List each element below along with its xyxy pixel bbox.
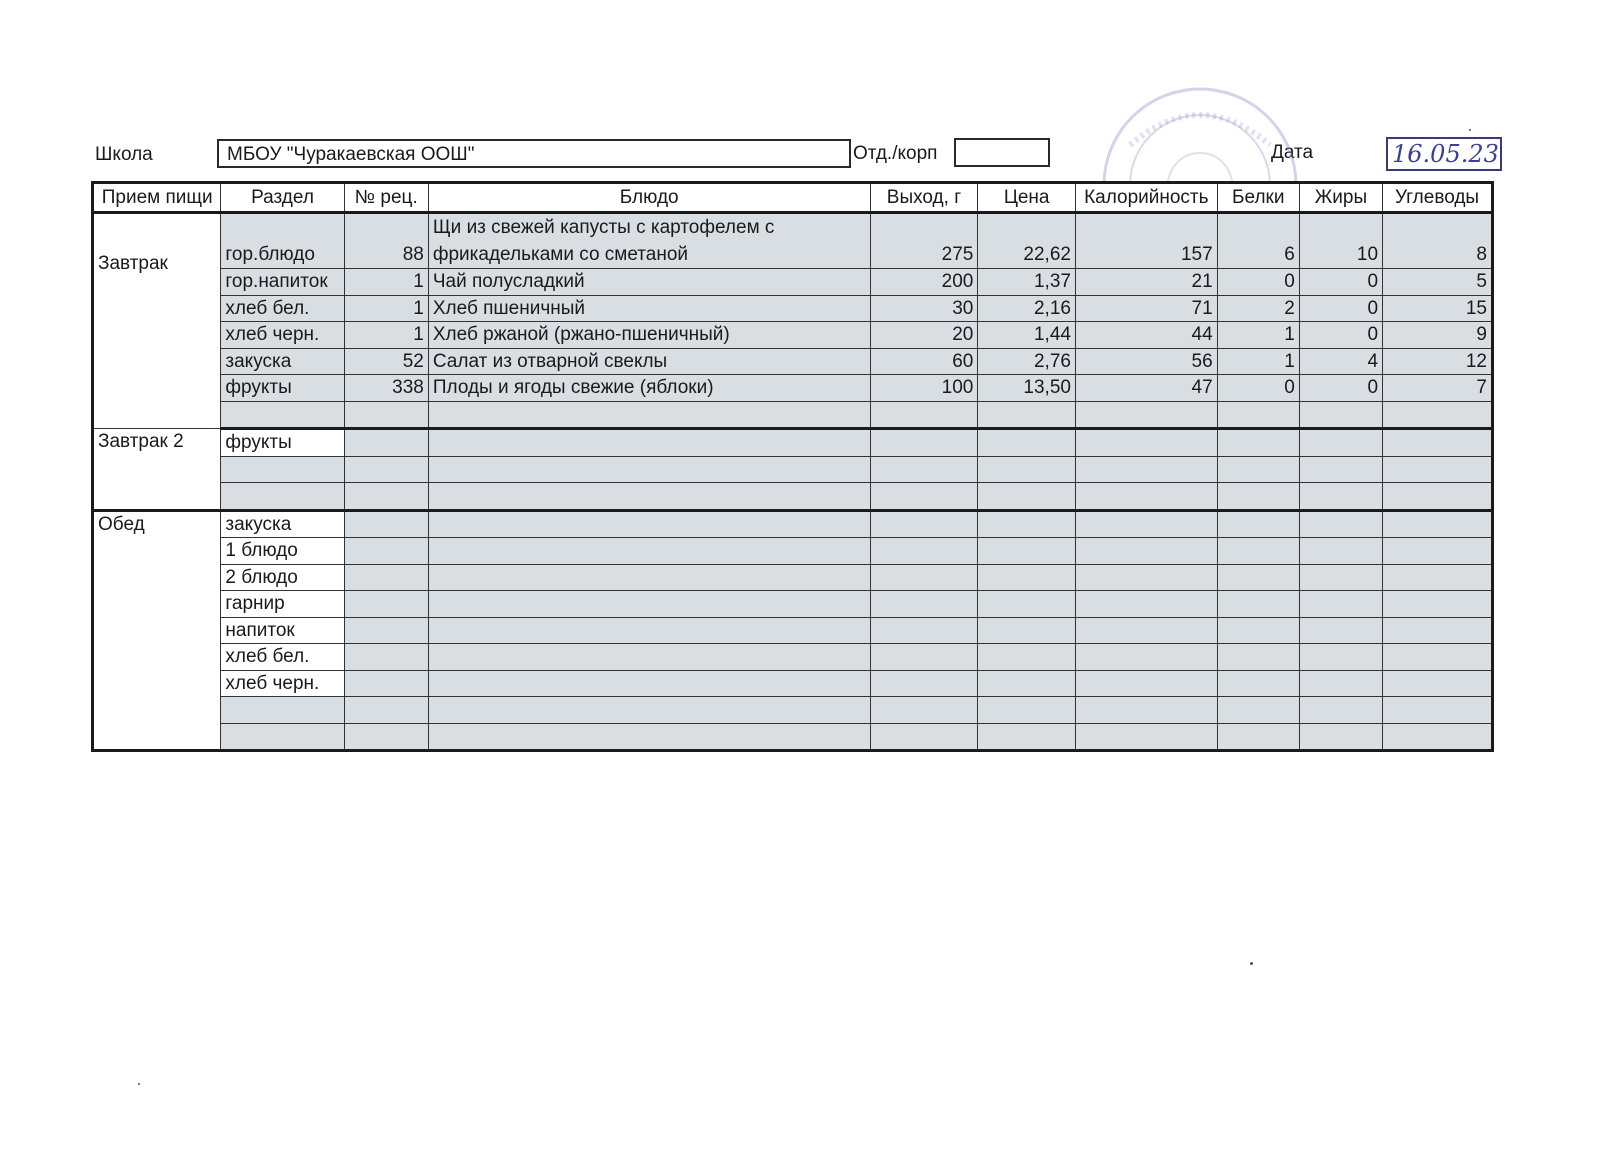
fat-cell: 10 (1299, 213, 1382, 269)
empty-cell (428, 723, 870, 751)
fat-cell: 0 (1299, 295, 1382, 322)
empty-cell (870, 564, 978, 591)
empty-cell (1075, 697, 1217, 724)
price-cell: 22,62 (978, 213, 1076, 269)
empty-cell (978, 456, 1076, 483)
section-cell: 2 блюдо (221, 564, 344, 591)
dept-field (954, 138, 1050, 167)
table-row (93, 295, 1493, 322)
col-yield: Выход, г (870, 183, 978, 213)
protein-cell: 1 (1217, 322, 1299, 349)
recipe-cell: 1 (344, 269, 428, 296)
dish-cell: Хлеб пшеничный (428, 295, 870, 322)
menu-table (91, 181, 1494, 752)
empty-cell (870, 697, 978, 724)
empty-cell (344, 670, 428, 697)
empty-cell (870, 538, 978, 565)
yield-cell: 20 (870, 322, 978, 349)
table-row (93, 269, 1493, 296)
meal-lunch: Обед (93, 510, 221, 751)
empty-cell (1383, 723, 1493, 751)
empty-cell (1383, 644, 1493, 671)
carbs-cell: 5 (1383, 269, 1493, 296)
empty-cell (1075, 456, 1217, 483)
empty-cell (1217, 723, 1299, 751)
empty-cell (428, 401, 870, 429)
fat-cell: 0 (1299, 375, 1382, 402)
empty-cell (1299, 429, 1382, 457)
empty-cell (870, 617, 978, 644)
empty-cell (1075, 429, 1217, 457)
protein-cell: 1 (1217, 348, 1299, 375)
section-cell: гор.блюдо (221, 213, 344, 269)
table-row (93, 429, 1493, 457)
empty-cell (344, 401, 428, 429)
empty-cell (1383, 697, 1493, 724)
section-cell: закуска (221, 510, 344, 538)
calories-cell: 157 (1075, 213, 1217, 269)
section-cell: 1 блюдо (221, 538, 344, 565)
empty-cell (1383, 617, 1493, 644)
calories-cell: 44 (1075, 322, 1217, 349)
empty-cell (978, 644, 1076, 671)
empty-cell (1383, 483, 1493, 511)
empty-cell (344, 429, 428, 457)
empty-cell (1217, 617, 1299, 644)
empty-cell (1299, 591, 1382, 618)
empty-cell (1299, 483, 1382, 511)
empty-cell (221, 697, 344, 724)
protein-cell: 6 (1217, 213, 1299, 269)
empty-cell (428, 456, 870, 483)
col-protein: Белки (1217, 183, 1299, 213)
empty-cell (978, 617, 1076, 644)
empty-cell (1217, 697, 1299, 724)
empty-cell (1383, 510, 1493, 538)
empty-cell (344, 723, 428, 751)
col-price: Цена (978, 183, 1076, 213)
empty-cell (1217, 456, 1299, 483)
empty-cell (1075, 617, 1217, 644)
empty-cell (1075, 483, 1217, 511)
empty-cell (1075, 723, 1217, 751)
fat-cell: 0 (1299, 269, 1382, 296)
carbs-cell: 7 (1383, 375, 1493, 402)
table-row (93, 564, 1493, 591)
col-carbs: Углеводы (1383, 183, 1493, 213)
empty-cell (978, 483, 1076, 511)
carbs-cell: 12 (1383, 348, 1493, 375)
empty-cell (870, 644, 978, 671)
table-row (93, 322, 1493, 349)
section-cell: напиток (221, 617, 344, 644)
empty-cell (1217, 644, 1299, 671)
empty-cell (1075, 644, 1217, 671)
empty-cell (428, 510, 870, 538)
empty-cell (1299, 456, 1382, 483)
table-row (93, 591, 1493, 618)
empty-cell (428, 617, 870, 644)
empty-cell (344, 591, 428, 618)
empty-cell (870, 723, 978, 751)
empty-cell (1299, 644, 1382, 671)
empty-cell (1383, 591, 1493, 618)
empty-cell (1075, 401, 1217, 429)
table-row (93, 213, 1493, 269)
empty-cell (978, 591, 1076, 618)
empty-cell (1299, 538, 1382, 565)
col-meal: Прием пищи (93, 183, 221, 213)
col-fat: Жиры (1299, 183, 1382, 213)
section-cell: хлеб черн. (221, 670, 344, 697)
col-section: Раздел (221, 183, 344, 213)
empty-cell (344, 483, 428, 511)
fat-cell: 0 (1299, 322, 1382, 349)
empty-cell (1217, 401, 1299, 429)
col-dish: Блюдо (428, 183, 870, 213)
empty-cell (870, 670, 978, 697)
table-row-empty (93, 697, 1493, 724)
carbs-cell: 8 (1383, 213, 1493, 269)
empty-cell (344, 564, 428, 591)
empty-cell (428, 591, 870, 618)
scan-speck (1469, 129, 1471, 131)
section-cell: фрукты (221, 429, 344, 457)
table-row (93, 617, 1493, 644)
recipe-cell: 88 (344, 213, 428, 269)
empty-cell (344, 510, 428, 538)
empty-cell (978, 564, 1076, 591)
empty-cell (1075, 670, 1217, 697)
empty-cell (1299, 617, 1382, 644)
empty-cell (1075, 564, 1217, 591)
school-field: МБОУ "Чуракаевская ООШ" (217, 139, 851, 168)
section-cell: фрукты (221, 375, 344, 402)
col-calories: Калорийность (1075, 183, 1217, 213)
empty-cell (978, 723, 1076, 751)
empty-cell (870, 429, 978, 457)
empty-cell (428, 538, 870, 565)
empty-cell (1075, 510, 1217, 538)
empty-cell (428, 697, 870, 724)
scan-speck (138, 1083, 140, 1085)
empty-cell (978, 538, 1076, 565)
empty-cell (1299, 564, 1382, 591)
table-row-empty (93, 723, 1493, 751)
empty-cell (1217, 429, 1299, 457)
empty-cell (1383, 538, 1493, 565)
empty-cell (428, 483, 870, 511)
empty-cell (1217, 538, 1299, 565)
yield-cell: 275 (870, 213, 978, 269)
empty-cell (1383, 456, 1493, 483)
empty-cell (1075, 538, 1217, 565)
empty-cell (1383, 401, 1493, 429)
calories-cell: 71 (1075, 295, 1217, 322)
section-cell: хлеб бел. (221, 644, 344, 671)
empty-cell (1383, 564, 1493, 591)
empty-cell (870, 510, 978, 538)
yield-cell: 30 (870, 295, 978, 322)
recipe-cell: 1 (344, 322, 428, 349)
recipe-cell: 1 (344, 295, 428, 322)
table-row-empty (93, 456, 1493, 483)
yield-cell: 200 (870, 269, 978, 296)
empty-cell (1299, 723, 1382, 751)
empty-cell (870, 401, 978, 429)
meal-breakfast-2: Завтрак 2 (93, 429, 221, 511)
date-label: Дата (1271, 142, 1314, 163)
empty-cell (978, 401, 1076, 429)
empty-cell (1217, 510, 1299, 538)
empty-cell (221, 456, 344, 483)
empty-cell (344, 697, 428, 724)
protein-cell: 0 (1217, 375, 1299, 402)
dish-cell: Хлеб ржаной (ржано-пшеничный) (428, 322, 870, 349)
empty-cell (1217, 483, 1299, 511)
empty-cell (978, 510, 1076, 538)
empty-cell (978, 697, 1076, 724)
empty-cell (428, 670, 870, 697)
yield-cell: 100 (870, 375, 978, 402)
section-cell: хлеб черн. (221, 322, 344, 349)
price-cell: 13,50 (978, 375, 1076, 402)
empty-cell (221, 723, 344, 751)
school-label: Школа (95, 144, 153, 165)
empty-cell (344, 456, 428, 483)
table-row (93, 644, 1493, 671)
recipe-cell: 52 (344, 348, 428, 375)
empty-cell (221, 401, 344, 429)
date-field-handwritten: 16.05.23 (1386, 137, 1502, 171)
table-row (93, 670, 1493, 697)
price-cell: 1,37 (978, 269, 1076, 296)
empty-cell (1217, 670, 1299, 697)
empty-cell (344, 617, 428, 644)
dish-cell: Чай полусладкий (428, 269, 870, 296)
empty-cell (428, 644, 870, 671)
fat-cell: 4 (1299, 348, 1382, 375)
calories-cell: 56 (1075, 348, 1217, 375)
price-cell: 2,76 (978, 348, 1076, 375)
table-row-empty (93, 401, 1493, 429)
dish-cell: Щи из свежей капусты с картофелем с фрикадельками со сметаной (428, 213, 870, 269)
section-cell: гарнир (221, 591, 344, 618)
empty-cell (978, 429, 1076, 457)
dish-cell: Плоды и ягоды свежие (яблоки) (428, 375, 870, 402)
yield-cell: 60 (870, 348, 978, 375)
calories-cell: 21 (1075, 269, 1217, 296)
empty-cell (1217, 591, 1299, 618)
empty-cell (870, 591, 978, 618)
table-header-row (93, 183, 1493, 213)
section-cell: гор.напиток (221, 269, 344, 296)
empty-cell (1299, 697, 1382, 724)
table-row (93, 375, 1493, 402)
empty-cell (870, 456, 978, 483)
col-recipe: № рец. (344, 183, 428, 213)
empty-cell (1217, 564, 1299, 591)
table-row (93, 510, 1493, 538)
calories-cell: 47 (1075, 375, 1217, 402)
dish-cell: Салат из отварной свеклы (428, 348, 870, 375)
empty-cell (1383, 670, 1493, 697)
empty-cell (221, 483, 344, 511)
table-row (93, 348, 1493, 375)
empty-cell (1299, 401, 1382, 429)
empty-cell (1299, 510, 1382, 538)
dept-label: Отд./корп (853, 143, 938, 164)
table-row-empty (93, 483, 1493, 511)
table-row (93, 538, 1493, 565)
carbs-cell: 9 (1383, 322, 1493, 349)
empty-cell (1383, 429, 1493, 457)
price-cell: 2,16 (978, 295, 1076, 322)
empty-cell (344, 644, 428, 671)
empty-cell (1299, 670, 1382, 697)
recipe-cell: 338 (344, 375, 428, 402)
protein-cell: 2 (1217, 295, 1299, 322)
carbs-cell: 15 (1383, 295, 1493, 322)
meal-label: Завтрак (98, 252, 168, 274)
meal-breakfast (93, 213, 221, 429)
section-cell: хлеб бел. (221, 295, 344, 322)
empty-cell (978, 670, 1076, 697)
empty-cell (428, 429, 870, 457)
empty-cell (428, 564, 870, 591)
section-cell: закуска (221, 348, 344, 375)
scan-speck (1250, 962, 1253, 965)
price-cell: 1,44 (978, 322, 1076, 349)
empty-cell (344, 538, 428, 565)
empty-cell (870, 483, 978, 511)
empty-cell (1075, 591, 1217, 618)
protein-cell: 0 (1217, 269, 1299, 296)
